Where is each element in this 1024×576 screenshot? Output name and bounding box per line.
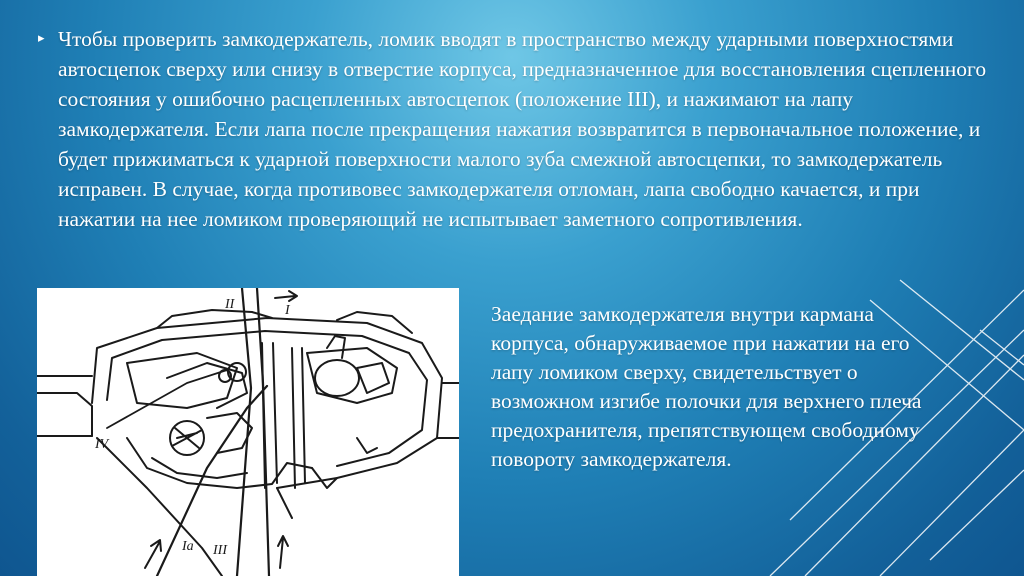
label-position-ii: II <box>225 297 235 312</box>
label-position-iv: IV <box>95 437 109 452</box>
coupler-drawing <box>37 288 459 576</box>
label-position-i: I <box>285 303 290 318</box>
label-position-ia: Iа <box>182 539 194 554</box>
side-paragraph: Заедание замкодержателя внутри кармана корпуса, обнаруживаемое при нажатии на его лапу ломиком сверху, свидетельствует о возможном изгибе полочки для верхнего плеча предохранителя, препятствующем свободному повороту замкодержателя. <box>491 302 922 471</box>
bullet-marker: ▸ <box>38 30 45 45</box>
label-position-iii: III <box>213 543 227 558</box>
main-paragraph: Чтобы проверить замкодержатель, ломик вводят в пространство между ударными поверхностями автосцепок сверху или снизу в отверстие корпуса, предназначенное для восстановления сцепленного состояния у ошибочно расцепленных автосцепок (положение III), и нажимают на лапу замкодержателя. Если лапа после прекращения нажатия возвратится в первоначальное положение, и будет прижиматься к ударной поверхности малого зуба смежной автосцепки, то замкодержатель исправен. В случае, когда противовес замкодержателя отломан, лапа свободно качается, и при нажатии на нее ломиком проверяющий не испытывает заметного сопротивления. <box>58 27 987 231</box>
coupler-diagram <box>37 288 459 576</box>
